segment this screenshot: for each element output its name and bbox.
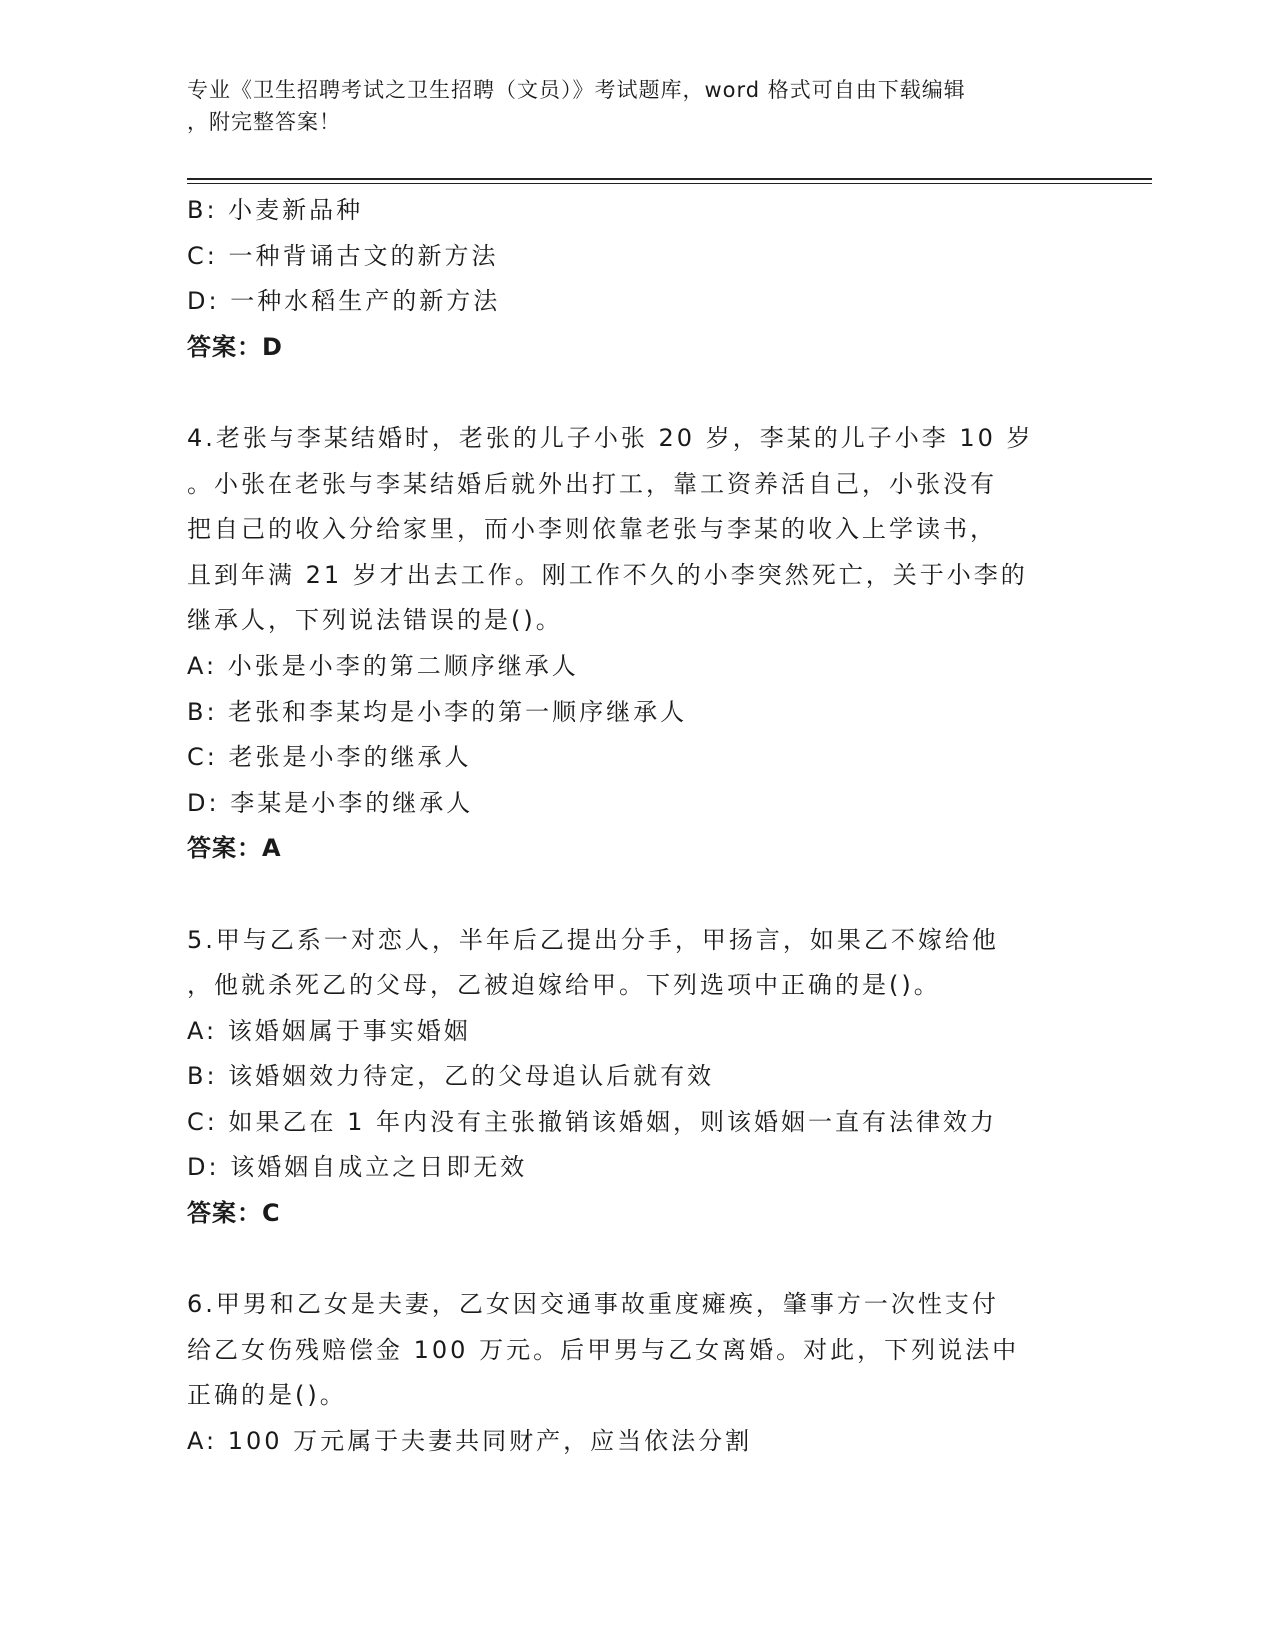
question-text-line: ，他就杀死乙的父母，乙被迫嫁给甲。下列选项中正确的是()。 [187, 971, 941, 1000]
question-text-line: 给乙女伤残赔偿金 100 万元。后甲男与乙女离婚。对此，下列说法中 [187, 1335, 1020, 1364]
option-a: A: 该婚姻属于事实婚姻 [187, 1016, 471, 1045]
question-text-line: 且到年满 21 岁才出去工作。刚工作不久的小李突然死亡，关于小李的 [187, 560, 1028, 589]
question-4 [187, 416, 1087, 872]
option-d: D: 李某是小李的继承人 [187, 788, 474, 817]
option-a: A: 100 万元属于夫妻共同财产，应当依法分割 [187, 1427, 753, 1456]
question-text-line: 继承人，下列说法错误的是()。 [187, 606, 563, 635]
question-6 [187, 1282, 1087, 1464]
answer-line: 答案：D [187, 332, 283, 361]
header-rule-thin [187, 183, 1152, 184]
option-b: B: 该婚姻效力待定，乙的父母追认后就有效 [187, 1062, 715, 1091]
option-b: B: 老张和李某均是小李的第一顺序继承人 [187, 697, 688, 726]
question-text-line: 5.甲与乙系一对恋人，半年后乙提出分手，甲扬言，如果乙不嫁给他 [187, 925, 999, 954]
option-c: C: 如果乙在 1 年内没有主张撤销该婚姻，则该婚姻一直有法律效力 [187, 1107, 997, 1136]
header-line-2: ，附完整答案！ [187, 110, 341, 134]
answer-line: 答案：C [187, 1199, 281, 1228]
option-a: A: 小张是小李的第二顺序继承人 [187, 651, 579, 680]
option-c: C: 老张是小李的继承人 [187, 743, 472, 772]
question-3-continuation [187, 188, 1087, 370]
question-text-line: 。小张在老张与李某结婚后就外出打工，靠工资养活自己，小张没有 [187, 469, 997, 498]
answer-line: 答案：A [187, 834, 282, 863]
option-c: C: 一种背诵古文的新方法 [187, 241, 499, 270]
spacer [187, 872, 1087, 918]
header-line-1: 专业《卫生招聘考试之卫生招聘（文员）》考试题库，word 格式可自由下载编辑 [187, 78, 966, 102]
spacer [187, 1237, 1087, 1283]
question-5 [187, 918, 1087, 1237]
option-d: D: 该婚姻自成立之日即无效 [187, 1153, 528, 1182]
header-rule-thick [187, 178, 1152, 180]
question-text-line: 把自己的收入分给家里，而小李则依靠老张与李某的收入上学读书， [187, 515, 997, 544]
question-text-line: 4.老张与李某结婚时，老张的儿子小张 20 岁，李某的儿子小李 10 岁 [187, 423, 1034, 452]
question-text-line: 正确的是()。 [187, 1381, 347, 1410]
document-header [187, 74, 1067, 138]
question-content [187, 188, 1087, 1465]
spacer [187, 370, 1087, 416]
option-d: D: 一种水稻生产的新方法 [187, 287, 501, 316]
question-text-line: 6.甲男和乙女是夫妻，乙女因交通事故重度瘫痪，肇事方一次性支付 [187, 1290, 999, 1319]
option-b: B: 小麦新品种 [187, 196, 364, 224]
